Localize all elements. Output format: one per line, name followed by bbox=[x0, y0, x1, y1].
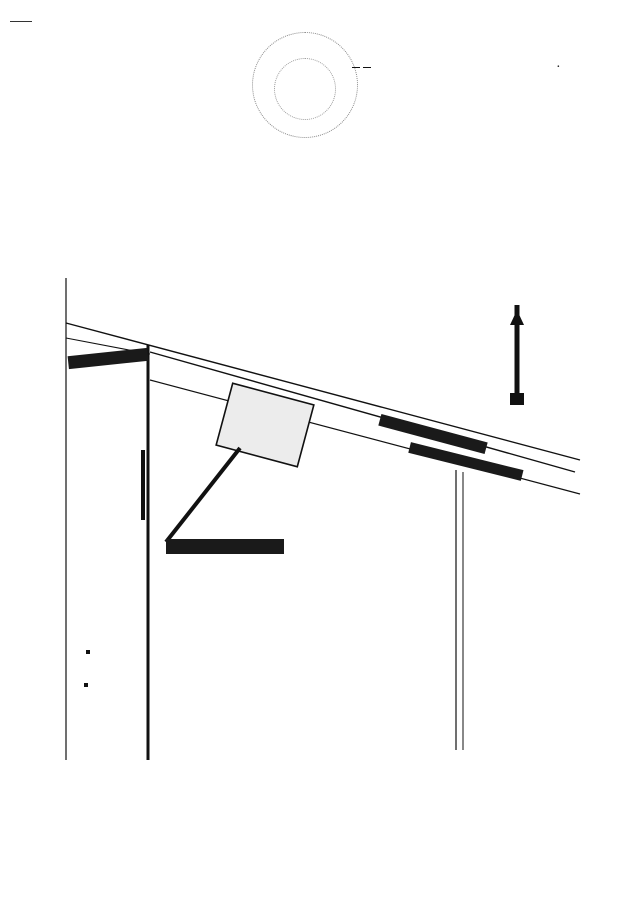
left-margin-markers bbox=[84, 450, 145, 687]
pointer-line bbox=[166, 448, 240, 542]
pointer-label-blot bbox=[166, 539, 284, 554]
decorative-dot: · bbox=[556, 60, 561, 75]
target-parcel bbox=[216, 383, 314, 467]
street-name-west bbox=[68, 348, 149, 369]
north-arrow-icon bbox=[510, 305, 524, 405]
